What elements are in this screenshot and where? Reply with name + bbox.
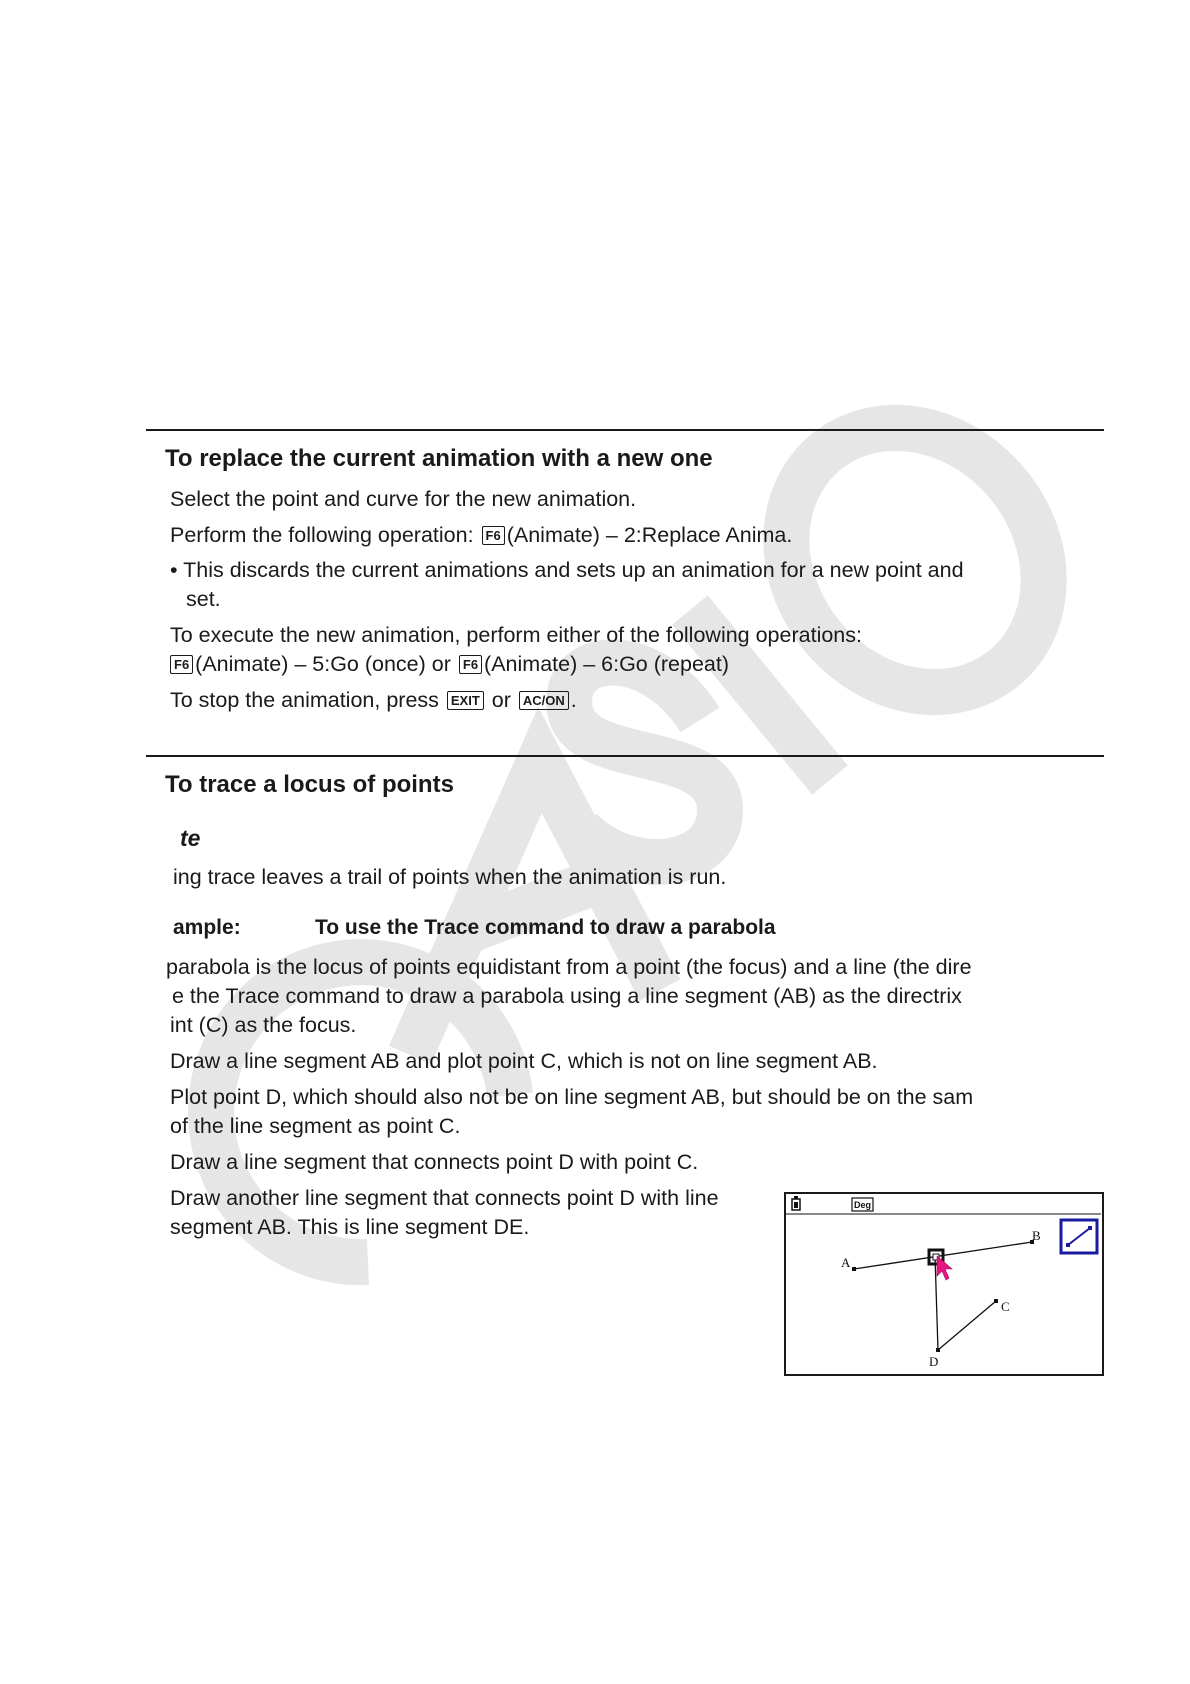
note-label: te bbox=[180, 825, 201, 851]
label-c: C bbox=[1001, 1299, 1010, 1314]
deg-mode-icon bbox=[852, 1198, 873, 1211]
point-a bbox=[852, 1267, 856, 1271]
step-text-prefix: To stop the animation, press bbox=[170, 688, 439, 712]
ac-on-key-icon: AC/ON bbox=[519, 691, 569, 710]
f6-key-icon: F6 bbox=[459, 655, 482, 674]
section-heading-trace: To trace a locus of points bbox=[165, 771, 454, 798]
step-text bbox=[170, 687, 577, 713]
bullet-text: set. bbox=[186, 587, 221, 611]
note-text: ing trace leaves a trail of points when the animation is run. bbox=[173, 865, 727, 889]
step-text: To execute the new animation, perform either of the following operations: bbox=[170, 623, 862, 647]
step-text-end: . bbox=[570, 688, 577, 712]
section-divider bbox=[146, 429, 1104, 431]
step-text-or: or bbox=[491, 688, 511, 712]
f6-key-icon: F6 bbox=[170, 655, 193, 674]
battery-icon bbox=[792, 1196, 800, 1210]
step-text: Select the point and curve for the new animation. bbox=[170, 487, 637, 511]
step-text: segment AB. This is line segment DE. bbox=[170, 1215, 530, 1239]
calculator-screen bbox=[784, 1192, 1104, 1376]
intro-text: parabola is the locus of points equidistant from a point (the focus) and a line (the dire bbox=[166, 955, 972, 979]
step-text: Plot point D, which should also not be on line segment AB, but should be on the sam bbox=[170, 1085, 974, 1109]
segment-dc bbox=[938, 1301, 996, 1350]
step-text: of the line segment as point C. bbox=[170, 1114, 461, 1138]
screen-drawing bbox=[786, 1194, 1101, 1373]
step-text: Draw a line segment AB and plot point C, which is not on line segment AB. bbox=[170, 1049, 878, 1073]
section-divider bbox=[146, 755, 1104, 757]
bullet-text: • This discards the current animations and sets up an animation for a new point and bbox=[170, 558, 964, 582]
intro-text: e the Trace command to draw a parabola using a line segment (AB) as the directrix bbox=[172, 984, 962, 1008]
label-d: D bbox=[929, 1354, 939, 1369]
step-text: Draw another line segment that connects point D with line bbox=[170, 1186, 719, 1210]
step-text-mid: (Animate) – 5:Go (once) or bbox=[195, 652, 451, 676]
f6-key-icon: F6 bbox=[482, 526, 505, 545]
step-text bbox=[170, 522, 792, 548]
exit-key-icon: EXIT bbox=[447, 691, 484, 710]
label-a: A bbox=[841, 1255, 851, 1270]
mode-label: Deg bbox=[853, 1200, 872, 1210]
step-text bbox=[168, 651, 729, 677]
label-b: B bbox=[1032, 1228, 1041, 1243]
step-text: Draw a line segment that connects point D with point C. bbox=[170, 1150, 699, 1174]
intro-text: int (C) as the focus. bbox=[170, 1013, 357, 1037]
point-c bbox=[994, 1299, 998, 1303]
point-d bbox=[936, 1348, 940, 1352]
step-text-suffix: (Animate) – 2:Replace Anima. bbox=[506, 523, 793, 547]
example-title: To use the Trace command to draw a parabola bbox=[315, 916, 776, 939]
line-segment-tool-icon bbox=[1061, 1220, 1097, 1253]
step-text-suffix: (Animate) – 6:Go (repeat) bbox=[484, 652, 730, 676]
example-label: ample: bbox=[173, 916, 241, 939]
step-text-prefix: Perform the following operation: bbox=[170, 523, 474, 547]
section-heading-replace: To replace the current animation with a new one bbox=[165, 445, 713, 472]
